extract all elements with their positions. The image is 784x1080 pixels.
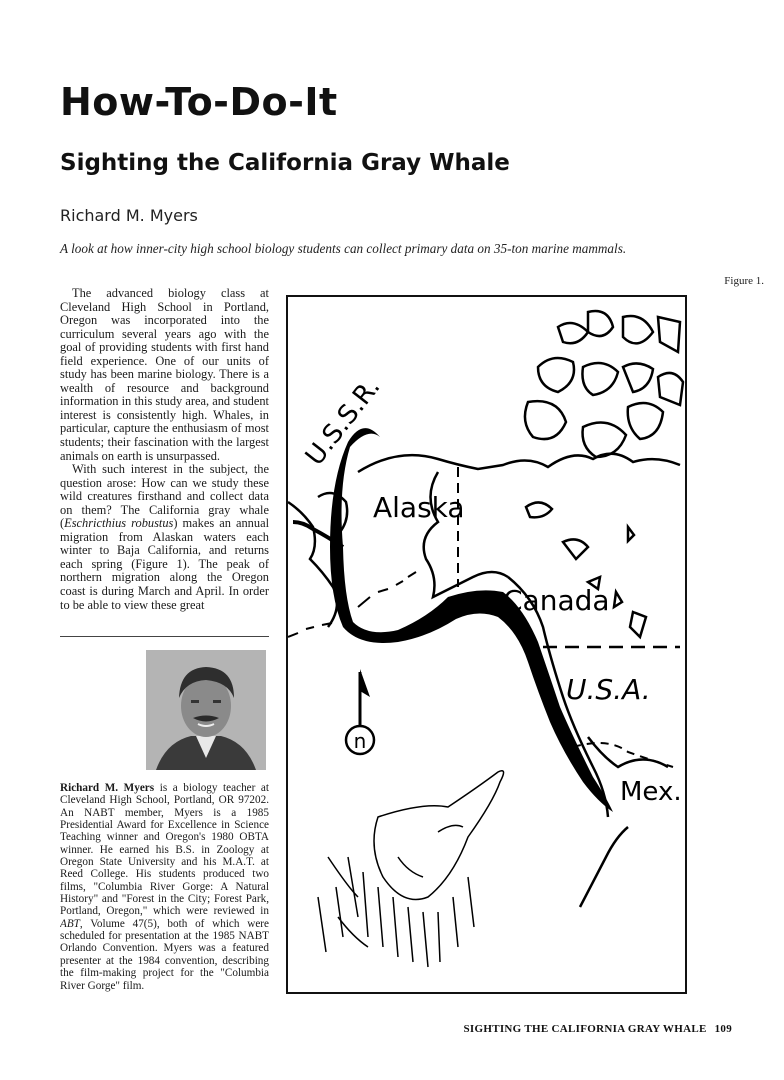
body-paragraph-2-part-b: ) makes an annual migration from Alaskan waters each winter to Baja California, and returns each spring (Figure 1). The peak of northern migration along the Oregon coast is during March and April. In order to be able to view these great — [60, 516, 269, 612]
figure-label: Figure 1. — [724, 275, 764, 287]
section-title: How-To-Do-It — [60, 80, 338, 124]
bio-journal: ABT — [60, 917, 80, 930]
column-divider — [60, 636, 269, 637]
mexico-label: Mex. — [620, 777, 682, 807]
body-text — [60, 287, 269, 632]
migration-route — [330, 428, 613, 812]
bio-text-part-b: , Volume 47(5), both of which were scheduled for presentation at the 1985 NABT Orlando Convention. Myers was a featured presenter at the 1984 convention, describing the film-making project for the "Columbia River Gorge" film. — [60, 917, 269, 992]
bio-name: Richard M. Myers — [60, 782, 155, 794]
bio-text-part-a: is a biology teacher at Cleveland High School, Portland, OR 97202. An NABT member, Myers is a 1985 Presidential Award for Excellence in Science Teaching winner and Oregon's 1980 OBTA winner. He earned his B.S. in Zoology at Oregon State University and his M.A.T. at Reed College. His students produced two films, "Columbia River Gorge: A Natural History" and "Forest in the City; Forest Park, Portland, Oregon," which were reviewed in — [60, 782, 269, 918]
canada-label: Canada — [503, 584, 610, 617]
page-number: 109 — [714, 1023, 732, 1035]
north-label: n — [353, 729, 367, 753]
gray-whale-sketch — [318, 771, 504, 967]
migration-map-figure — [286, 295, 687, 994]
author-bio — [60, 782, 269, 1028]
north-arrow — [346, 669, 374, 754]
running-title: SIGHTING THE CALIFORNIA GRAY WHALE — [463, 1023, 707, 1035]
article-title: Sighting the California Gray Whale — [60, 150, 510, 176]
author-portrait — [146, 650, 266, 770]
body-paragraph-1: The advanced biology class at Cleveland High School in Portland, Oregon was incorporated into the curriculum several years ago with the goal of providing students with first hand field experience. One of our units of study has been marine biology. There is a wealth of resource and background information in this study area, and student interest is consistently high. Whales, in particular, capture the enthusiasm of most students; their fascination with the largest animals on earth is unsurpassed. — [60, 287, 269, 463]
species-name: Eschricthius robustus — [64, 516, 174, 531]
migration-map — [288, 297, 685, 992]
alaska-label: Alaska — [373, 491, 465, 524]
body-paragraph-2 — [60, 463, 269, 612]
abstract: A look at how inner-city high school biology students can collect primary data on 35-ton marine mammals. — [60, 241, 627, 256]
usa-label: U.S.A. — [566, 673, 651, 706]
page-footer — [464, 1023, 733, 1035]
author-photo — [146, 650, 266, 770]
author-name: Richard M. Myers — [60, 206, 198, 225]
body-paragraph-2-part-a: With such interest in the subject, the question arose: How can we study these wild creatures firsthand and collect data on them? The California gray whale ( — [60, 462, 269, 531]
ussr-label: U.S.S.R. — [299, 372, 387, 472]
